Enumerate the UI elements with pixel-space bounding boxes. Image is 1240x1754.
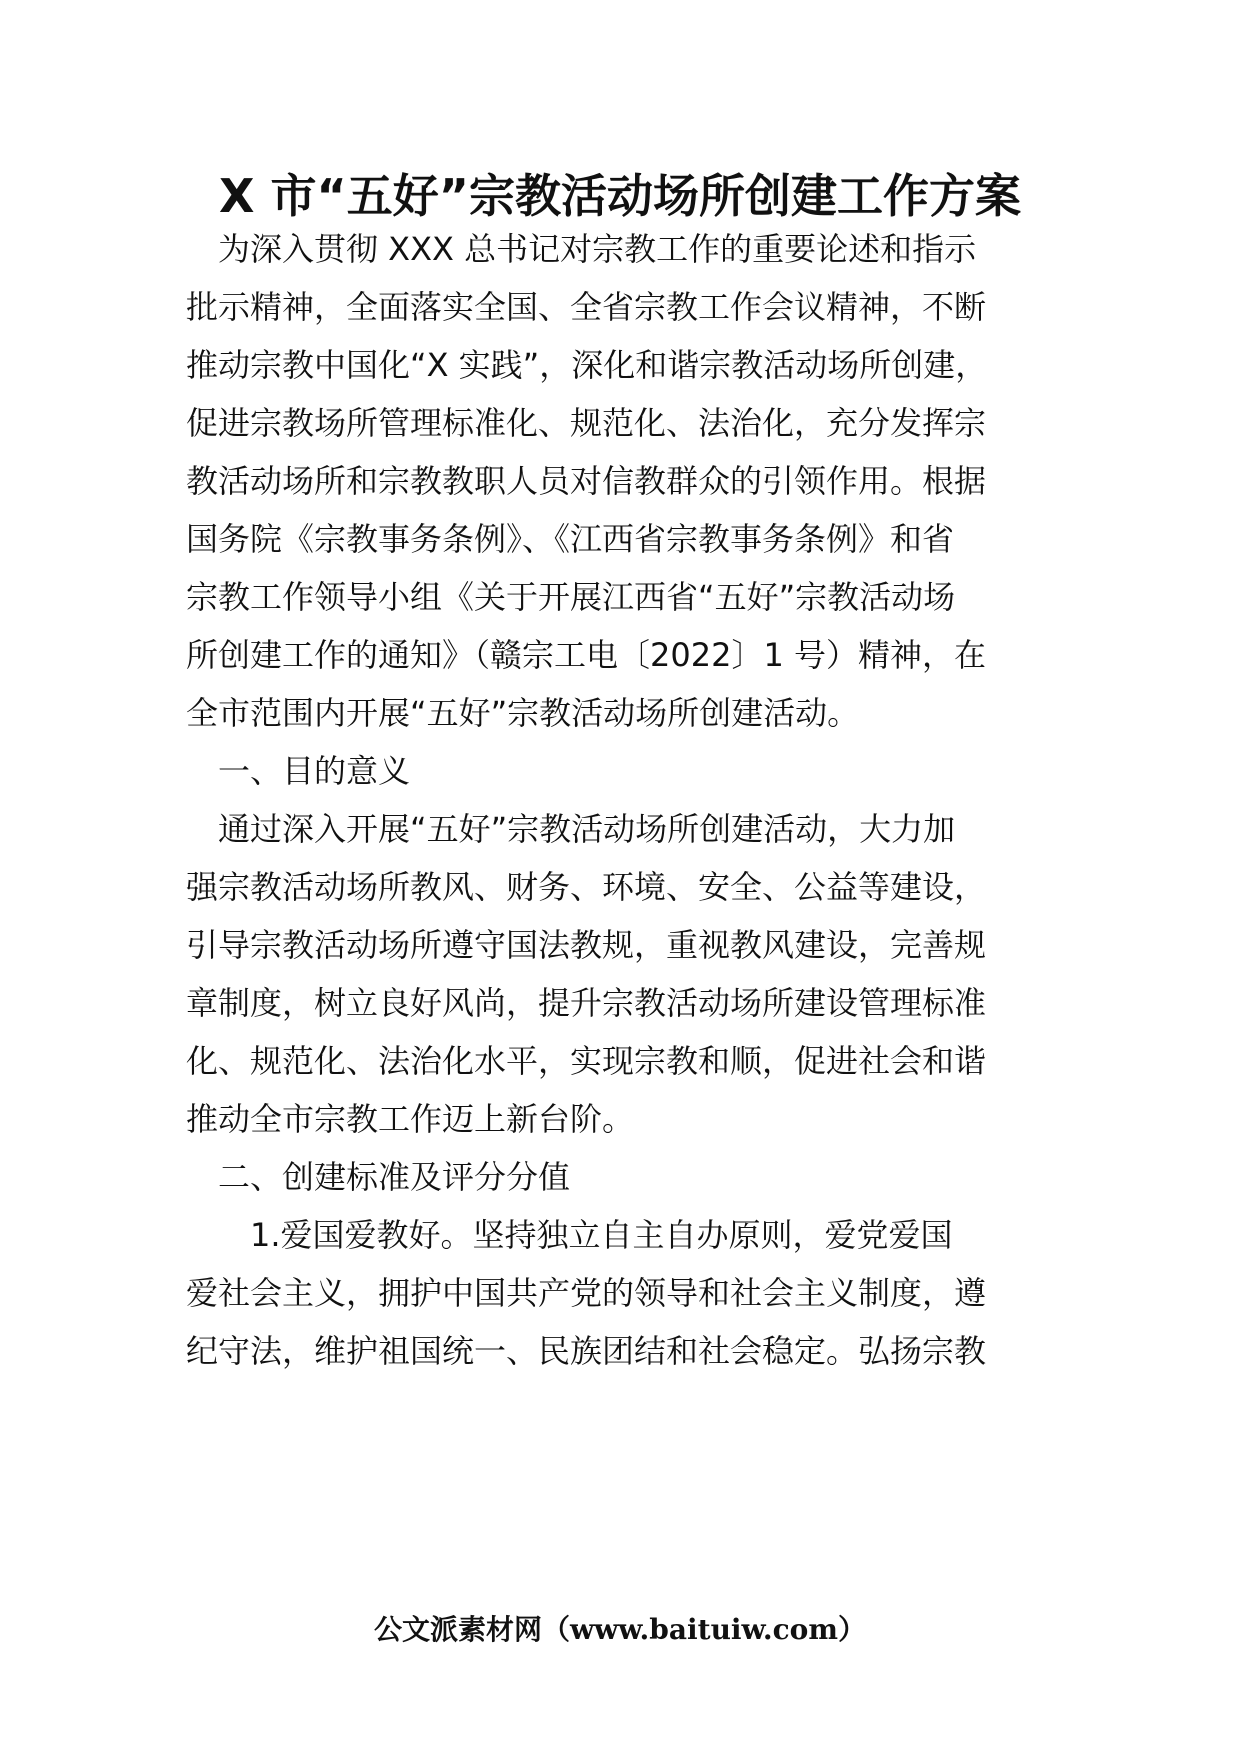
body-line: 所创建工作的通知》（赣宗工电〔2022〕1 号）精神，在 bbox=[186, 636, 986, 674]
document-title: X 市“五好”宗教活动场所创建工作方案 bbox=[219, 169, 1021, 223]
body-line: 纪守法，维护祖国统一、民族团结和社会稳定。弘扬宗教 bbox=[186, 1332, 987, 1370]
body-line: 爱社会主义，拥护中国共产党的领导和社会主义制度，遵 bbox=[186, 1274, 987, 1312]
section-heading: 二、创建标准及评分分值 bbox=[186, 1158, 571, 1196]
body-line: 为深入贯彻 XXX 总书记对宗教工作的重要论述和指示 bbox=[186, 230, 977, 268]
footer-watermark: 公文派素材网（www.baituiw.com） bbox=[374, 1613, 866, 1646]
body-line: 章制度，树立良好风尚，提升宗教活动场所建设管理标准 bbox=[186, 984, 987, 1022]
body-line: 强宗教活动场所教风、财务、环境、安全、公益等建设， bbox=[186, 868, 987, 906]
body-line: 促进宗教场所管理标准化、规范化、法治化，充分发挥宗 bbox=[186, 404, 987, 442]
body-line: 通过深入开展“五好”宗教活动场所创建活动，大力加 bbox=[186, 810, 956, 848]
section-heading: 一、目的意义 bbox=[186, 752, 411, 790]
body-line: 1.爱国爱教好。坚持独立自主自办原则，爱党爱国 bbox=[186, 1216, 953, 1254]
body-line: 国务院《宗教事务条例》、《江西省宗教事务条例》和省 bbox=[186, 520, 955, 558]
body-line: 全市范围内开展“五好”宗教活动场所创建活动。 bbox=[186, 694, 860, 732]
body-line: 教活动场所和宗教教职人员对信教群众的引领作用。根据 bbox=[186, 462, 987, 500]
body-line: 批示精神，全面落实全国、全省宗教工作会议精神，不断 bbox=[186, 288, 987, 326]
body-line: 推动宗教中国化“X 实践”，深化和谐宗教活动场所创建， bbox=[186, 346, 988, 384]
body-line: 化、规范化、法治化水平，实现宗教和顺，促进社会和谐 bbox=[186, 1042, 987, 1080]
body-line: 推动全市宗教工作迈上新台阶。 bbox=[186, 1100, 635, 1138]
body-line: 宗教工作领导小组《关于开展江西省“五好”宗教活动场 bbox=[186, 578, 956, 616]
body-line: 引导宗教活动场所遵守国法教规，重视教风建设，完善规 bbox=[186, 926, 987, 964]
